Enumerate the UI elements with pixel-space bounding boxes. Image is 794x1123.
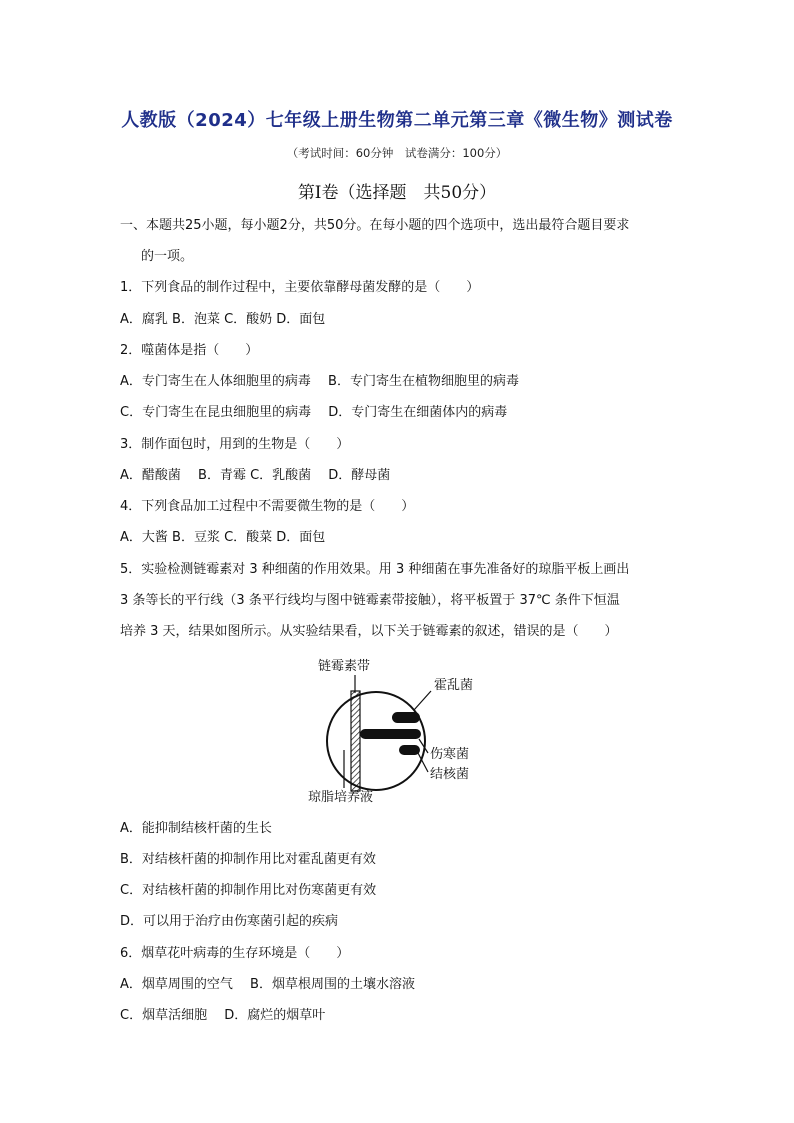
question-5-option-a: A．能抑制结核杆菌的生长 [120,821,272,836]
instructions-line-1: 一、本题共25小题，每小题2分，共50分。在每小题的四个选项中，选出最符合题目要求 [120,218,630,233]
question-6-options-ab: A．烟草周围的空气 B．烟草根周围的土壤水溶液 [120,977,415,992]
cholera-label-pointer [414,691,431,710]
question-4-options: A．大酱 B．豆浆 C．酸菜 D．面包 [120,530,326,545]
typhoid-streak [399,745,420,755]
label-typhoid: 伤寒菌 [430,747,470,762]
section-heading: 第Ⅰ卷（选择题 共50分） [297,183,497,203]
label-streptomycin-strip: 链霉素带 [318,659,371,674]
instructions-line-2: 的一项。 [141,249,194,264]
question-2-options-ab: A．专门寄生在人体细胞里的病毒 B．专门寄生在植物细胞里的病毒 [120,374,519,389]
question-1-stem: 1．下列食品的制作过程中，主要依靠酵母菌发酵的是（ ） [120,280,480,295]
label-agar: 琼脂培养液 [308,790,374,805]
question-3-options: A．醋酸菌 B．青霉 C．乳酸菌 D．酵母菌 [120,468,391,483]
question-6-options-cd: C．烟草活细胞 D．腐烂的烟草叶 [120,1008,326,1023]
label-cholera: 霍乱菌 [434,678,474,693]
agar-plate [327,692,425,790]
question-5-option-c: C．对结核杆菌的抑制作用比对伤寒菌更有效 [120,883,377,898]
label-tuberculosis: 结核菌 [430,767,470,782]
paper-title: 人教版（2024）七年级上册生物第二单元第三章《微生物》测试卷 [121,110,673,131]
question-2-options-cd: C．专门寄生在昆虫细胞里的病毒 D．专门寄生在细菌体内的病毒 [120,405,508,420]
question-5-stem-line-1: 5．实验检测链霉素对 3 种细菌的作用效果。用 3 种细菌在事先准备好的琼脂平板上画出 [120,562,630,577]
question-4-stem: 4．下列食品加工过程中不需要微生物的是（ ） [120,499,415,514]
streptomycin-strip [351,691,360,791]
question-2-stem: 2．噬菌体是指（ ） [120,343,259,358]
question-6-stem: 6．烟草花叶病毒的生存环境是（ ） [120,946,350,961]
cholera-streak [392,712,420,723]
tuberculosis-streak [360,729,421,739]
question-5-option-d: D．可以用于治疗由伤寒菌引起的疾病 [120,914,339,929]
exam-info: （考试时间：60分钟 试卷满分：100分） [286,146,508,160]
question-5-option-b: B．对结核杆菌的抑制作用比对霍乱菌更有效 [120,852,376,867]
question-3-stem: 3．制作面包时，用到的生物是（ ） [120,437,350,452]
question-5-stem-line-2: 3 条等长的平行线（3 条平行线均与图中链霉素带接触），将平板置于 37℃ 条件下恒温 [120,593,620,608]
streptomycin-diagram [300,655,500,810]
question-5-stem-line-3: 培养 3 天，结果如图所示。从实验结果看，以下关于链霉素的叙述，错误的是（ ） [120,624,618,639]
question-1-options: A．腐乳 B．泡菜 C．酸奶 D．面包 [120,312,326,327]
